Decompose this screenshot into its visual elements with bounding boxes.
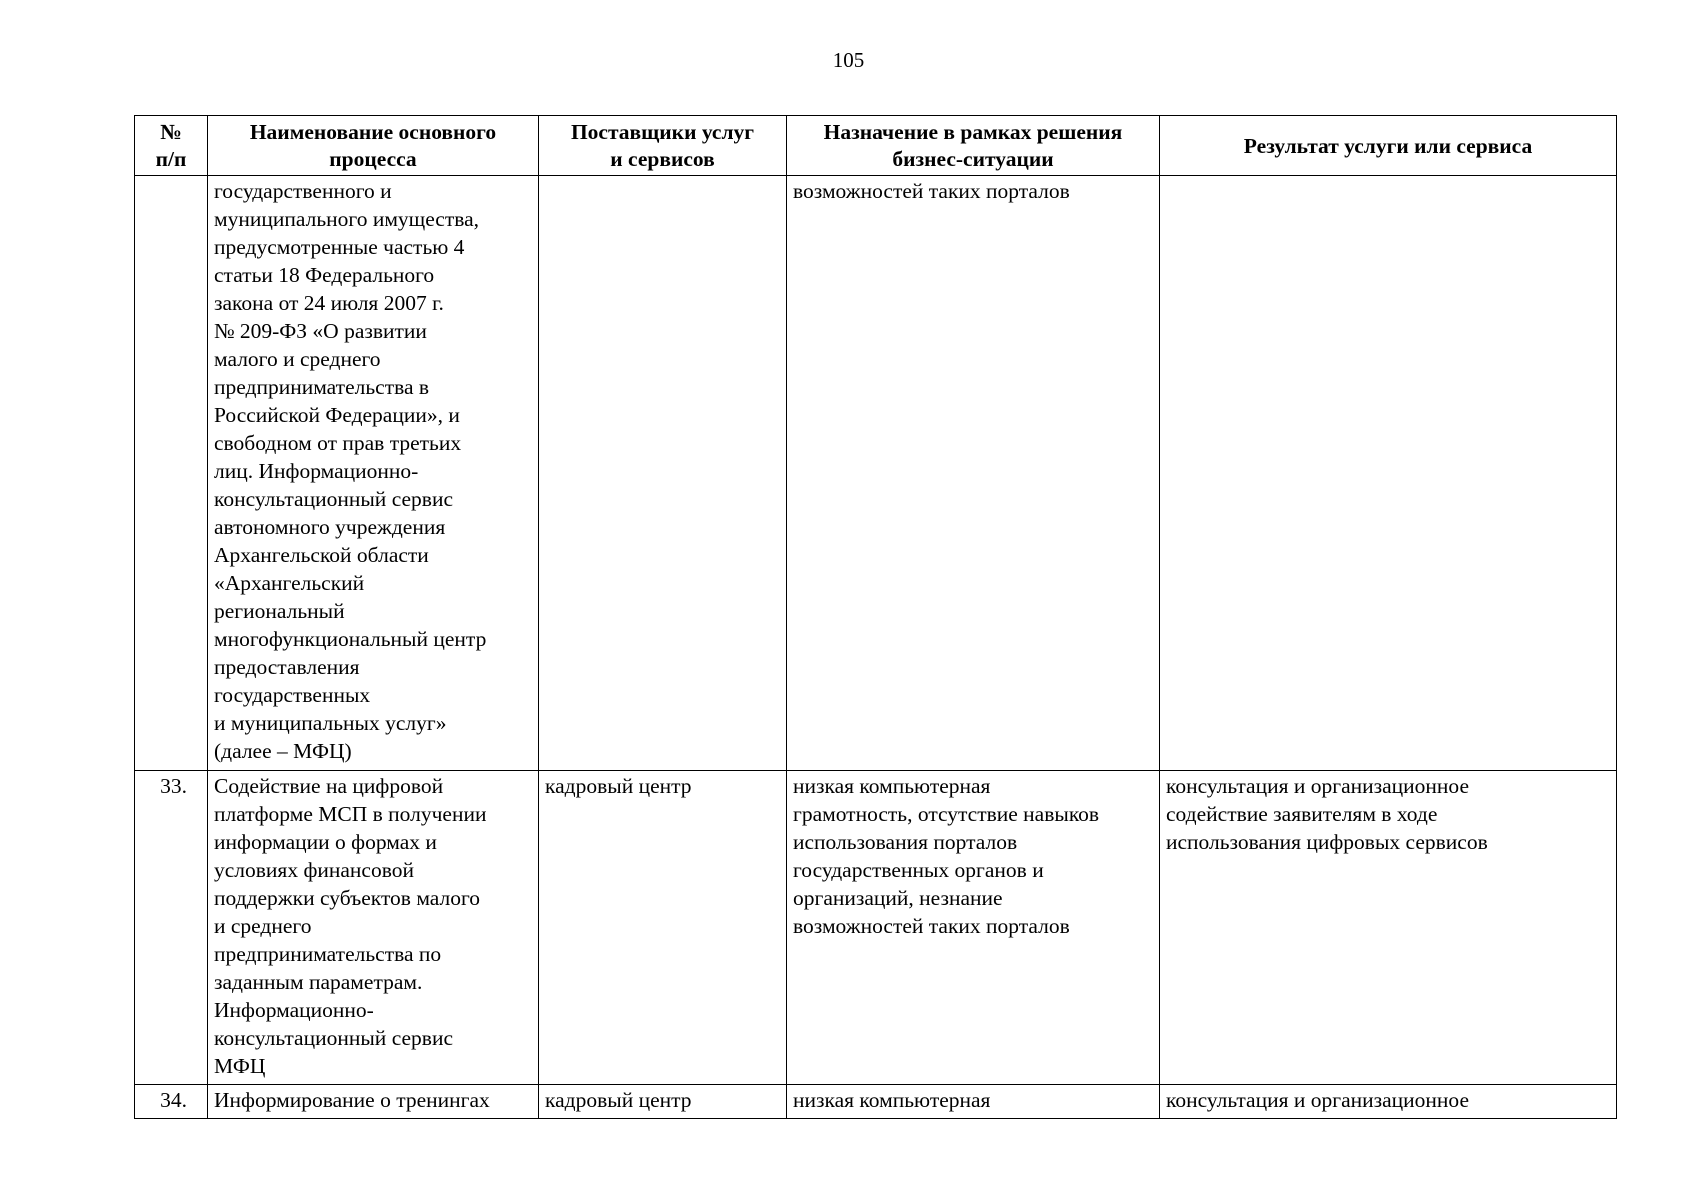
purpose-cell: низкая компьютерная — [787, 1085, 1160, 1119]
header-result: Результат услуги или сервиса — [1160, 116, 1617, 176]
header-process: Наименование основного процесса — [208, 116, 539, 176]
process-cell: Информирование о тренингах — [208, 1085, 539, 1119]
header-number: № п/п — [135, 116, 208, 176]
providers-cell — [539, 176, 787, 771]
header-row — [135, 116, 1617, 176]
table-row — [135, 771, 1617, 1085]
purpose-cell: низкая компьютерная грамотность, отсутствие навыков использования порталов государственных органов и организаций, незнание возможностей таких порталов — [787, 771, 1160, 1085]
result-cell — [1160, 176, 1617, 771]
process-cell: государственного и муниципального имущества, предусмотренные частью 4 статьи 18 Федерального закона от 24 июля 2007 г. № 209-ФЗ «О развитии малого и среднего предпринимательства в Российской Федерации», и свободном от прав третьих лиц. Информационно- консультационный сервис автономного учреждения Архангельской области «Архангельский региональный многофункциональный центр предоставления государственных и муниципальных услуг» (далее – МФЦ) — [208, 176, 539, 771]
result-cell: консультация и организационное — [1160, 1085, 1617, 1119]
table-header — [135, 116, 1617, 176]
table-row — [135, 1085, 1617, 1119]
page-number: 105 — [832, 48, 865, 72]
providers-cell: кадровый центр — [539, 771, 787, 1085]
providers-cell: кадровый центр — [539, 1085, 787, 1119]
result-cell: консультация и организационное содействие заявителям в ходе использования цифровых сервисов — [1160, 771, 1617, 1085]
header-purpose: Назначение в рамках решения бизнес-ситуации — [787, 116, 1160, 176]
services-table — [134, 115, 1617, 1119]
row-number-cell — [135, 176, 208, 771]
row-number-cell: 34. — [135, 1085, 208, 1119]
table-body — [135, 176, 1617, 1119]
process-cell: Содействие на цифровой платформе МСП в получении информации о формах и условиях финансовой поддержки субъектов малого и среднего предпринимательства по заданным параметрам. Информационно- консультационный сервис МФЦ — [208, 771, 539, 1085]
row-number-cell: 33. — [135, 771, 208, 1085]
table-row — [135, 176, 1617, 771]
header-providers: Поставщики услуг и сервисов — [539, 116, 787, 176]
purpose-cell: возможностей таких порталов — [787, 176, 1160, 771]
